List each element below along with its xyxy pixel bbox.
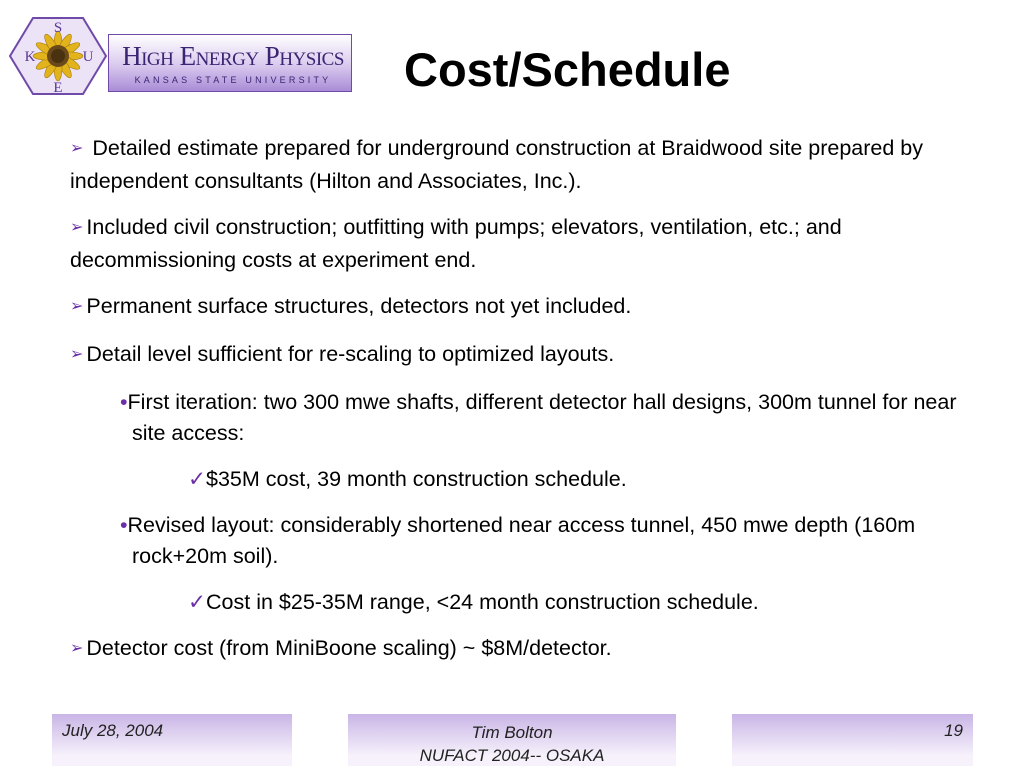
seal-letter-s: S xyxy=(53,20,63,36)
footer-date xyxy=(52,714,292,766)
slide-title: Cost/Schedule xyxy=(404,43,731,96)
bullet-item-level2 xyxy=(120,510,970,572)
bullet-item-level3 xyxy=(188,587,970,618)
arrow-bullet-icon: ➢ xyxy=(70,346,84,363)
bullet-item-level1 xyxy=(70,339,970,372)
bullet-item-level1 xyxy=(70,212,970,276)
bullet-text: Permanent surface structures, detectors not yet included. xyxy=(86,294,632,318)
footer-page-number xyxy=(732,714,973,766)
footer-center xyxy=(348,714,676,766)
bullet-item-level1 xyxy=(70,633,970,666)
arrow-bullet-icon: ➢ xyxy=(70,219,84,236)
bullet-text: First iteration: two 300 mwe shafts, different detector hall designs, 300m tunnel for near site access: xyxy=(127,390,957,445)
seal-letter-e: E xyxy=(53,80,63,96)
ksu-hep-logo xyxy=(8,16,352,96)
footer-event: NUFACT 2004-- OSAKA xyxy=(419,746,605,765)
bullet-text: Detailed estimate prepared for underground construction at Braidwood site prepared by independent consultants (Hilton and Associates, Inc.). xyxy=(70,136,924,193)
logo-banner xyxy=(108,34,352,92)
checkmark-bullet-icon: ✓ xyxy=(188,590,207,614)
arrow-bullet-icon: ➢ xyxy=(70,298,84,315)
bullet-text: Revised layout: considerably shortened near access tunnel, 450 mwe depth (160m rock+20m soil). xyxy=(127,513,916,568)
footer-date-text: July 28, 2004 xyxy=(62,721,164,740)
bullet-item-level2 xyxy=(120,387,970,449)
logo-title: High Energy Physics xyxy=(122,41,344,71)
bullet-item-level3 xyxy=(188,464,970,495)
dot-bullet-icon: • xyxy=(120,390,128,414)
ksu-seal-icon xyxy=(8,16,108,96)
bullet-item-level1 xyxy=(70,291,970,324)
seal-letter-k: K xyxy=(24,49,36,65)
logo-subtitle: KANSAS STATE UNIVERSITY xyxy=(134,75,332,85)
seal-letter-u: U xyxy=(82,49,94,65)
slide-body xyxy=(70,133,970,681)
bullet-text: Included civil construction; outfitting with pumps; elevators, ventilation, etc.; and decommissioning costs at experiment end. xyxy=(70,215,842,272)
bullet-text: Cost in $25-35M range, <24 month construction schedule. xyxy=(206,590,759,614)
bullet-item-level1 xyxy=(70,133,970,197)
page-number-text: 19 xyxy=(944,721,963,740)
bullet-text: Detail level sufficient for re-scaling to optimized layouts. xyxy=(86,342,615,366)
footer-author: Tim Bolton xyxy=(471,723,553,742)
bullet-text: Detector cost (from MiniBoone scaling) ~ $8M/detector. xyxy=(86,636,612,660)
arrow-bullet-icon: ➢ xyxy=(70,640,84,657)
arrow-bullet-icon: ➢ xyxy=(70,140,84,157)
dot-bullet-icon: • xyxy=(120,513,128,537)
bullet-text: $35M cost, 39 month construction schedule. xyxy=(206,467,627,491)
checkmark-bullet-icon: ✓ xyxy=(188,467,207,491)
